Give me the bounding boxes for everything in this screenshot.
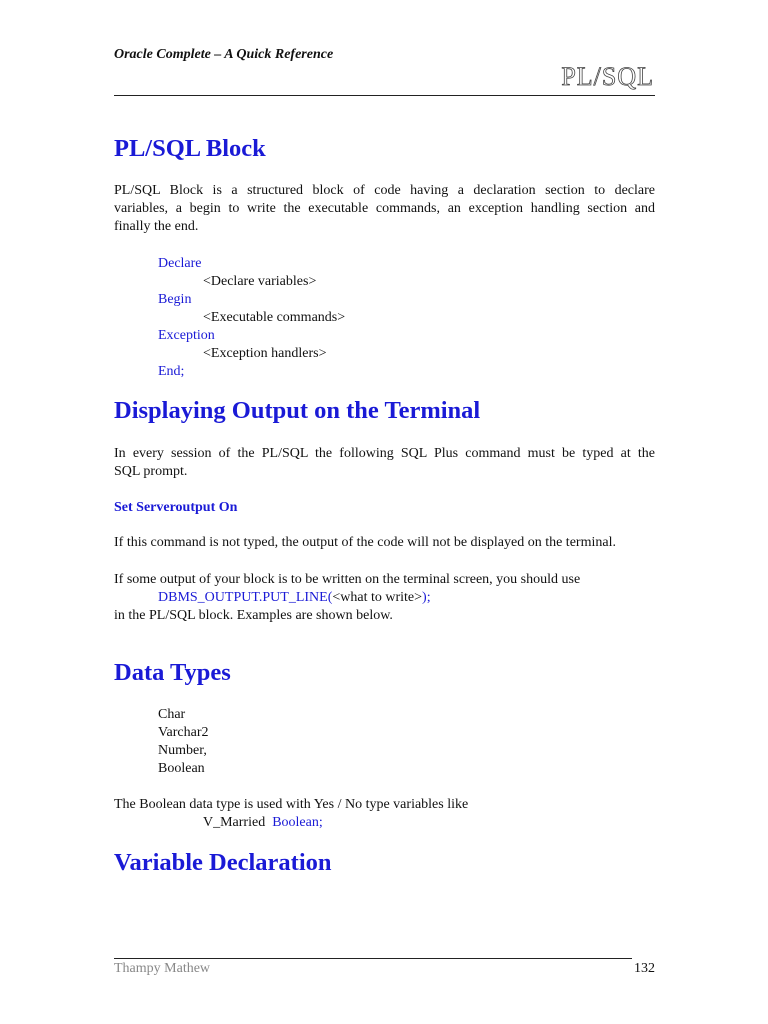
put-line-call: DBMS_OUTPUT.PUT_LINE( <box>158 590 333 605</box>
put-line-paragraph <box>114 571 655 625</box>
paragraph-line: finally the end. <box>114 219 199 234</box>
displaying-output-paragraph <box>114 445 655 481</box>
header-divider <box>114 95 655 96</box>
paragraph-line: In every session of the PL/SQL the following SQL Plus command must be typed at the <box>114 446 655 461</box>
command-note: If this command is not typed, the output of the code will not be displayed on the terminal. <box>114 535 616 550</box>
plsql-block-paragraph <box>114 182 655 236</box>
code-keyword-begin: Begin <box>158 292 192 307</box>
paragraph-line: If some output of your block is to be written on the terminal screen, you should use <box>114 572 581 587</box>
footer-divider <box>114 958 632 959</box>
data-types-list <box>158 706 209 778</box>
book-title: Oracle Complete – A Quick Reference <box>114 47 334 62</box>
code-exception-body: <Exception handlers> <box>203 346 327 361</box>
paragraph-line: in the PL/SQL block. Examples are shown below. <box>114 608 393 623</box>
put-line-code <box>114 589 655 607</box>
paragraph-line: PL/SQL Block is a structured block of code having a declaration section to declare <box>114 183 655 198</box>
paragraph-line: SQL prompt. <box>114 464 188 479</box>
data-type-item: Char <box>158 707 186 722</box>
put-line-close: ); <box>422 590 431 605</box>
boolean-note-paragraph <box>114 796 655 832</box>
code-begin-body: <Executable commands> <box>203 310 346 325</box>
chapter-tag: PL/SQL <box>561 62 654 91</box>
code-block-structure <box>158 255 345 381</box>
heading-data-types: Data Types <box>114 659 231 686</box>
example-type: Boolean; <box>272 815 323 830</box>
page-number: 132 <box>634 961 655 976</box>
data-type-item: Number, <box>158 743 207 758</box>
heading-plsql-block: PL/SQL Block <box>114 135 266 162</box>
code-keyword-declare: Declare <box>158 256 202 271</box>
serveroutput-command: Set Serveroutput On <box>114 500 238 515</box>
heading-variable-declaration: Variable Declaration <box>114 849 332 876</box>
put-line-arg: <what to write> <box>332 590 423 605</box>
example-variable: V_Married <box>203 815 266 830</box>
data-type-item: Varchar2 <box>158 725 209 740</box>
footer-author: Thampy Mathew <box>114 961 211 976</box>
code-keyword-end: End; <box>158 364 185 379</box>
heading-displaying-output: Displaying Output on the Terminal <box>114 397 481 424</box>
boolean-example <box>114 814 655 832</box>
paragraph-line: The Boolean data type is used with Yes / No type variables like <box>114 797 469 812</box>
code-keyword-exception: Exception <box>158 328 215 343</box>
data-type-item: Boolean <box>158 761 205 776</box>
code-declare-body: <Declare variables> <box>203 274 317 289</box>
paragraph-line: variables, a begin to write the executable commands, an exception handling section and <box>114 201 655 216</box>
